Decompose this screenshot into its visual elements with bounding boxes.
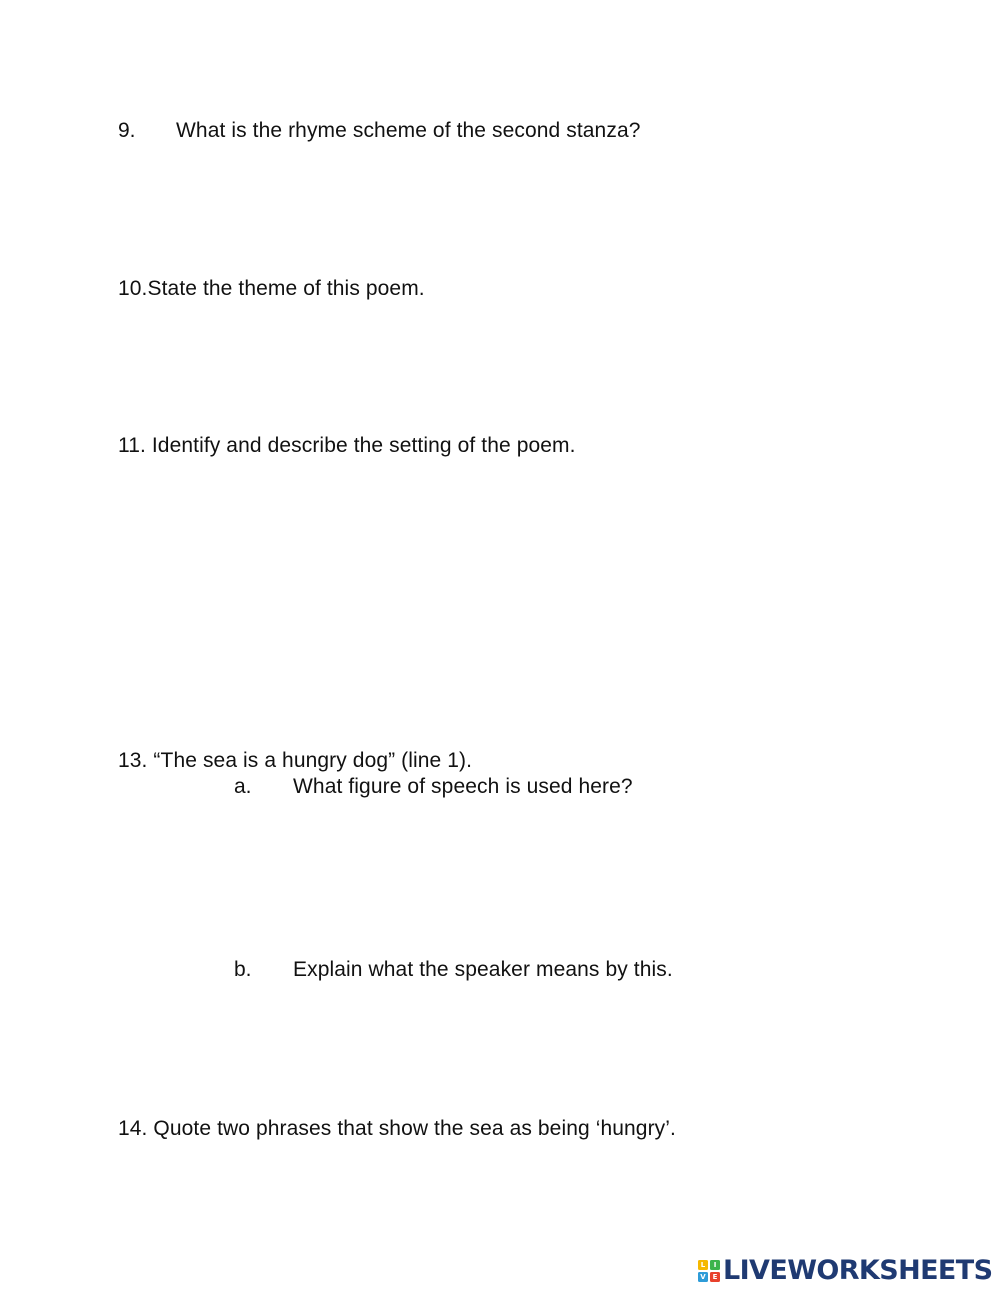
question-10-text: 10.State the theme of this poem. <box>118 277 425 300</box>
question-9-text: What is the rhyme scheme of the second stanza? <box>176 119 641 142</box>
logo-block-v: V <box>698 1272 708 1282</box>
question-14-text: 14. Quote two phrases that show the sea as being ‘hungry’. <box>118 1117 676 1140</box>
question-11-text: 11. Identify and describe the setting of the poem. <box>118 434 576 457</box>
logo-blocks-icon <box>698 1260 720 1282</box>
question-13b-text: Explain what the speaker means by this. <box>293 958 673 981</box>
question-9-number: 9. <box>118 119 136 142</box>
question-13a-label: a. <box>234 775 252 798</box>
liveworksheets-logo <box>698 1255 992 1287</box>
logo-block-i: I <box>710 1260 720 1270</box>
logo-text: LIVEWORKSHEETS <box>723 1255 993 1286</box>
logo-block-l: L <box>698 1260 708 1270</box>
logo-block-e: E <box>710 1272 720 1282</box>
question-13a-text: What figure of speech is used here? <box>293 775 633 798</box>
question-13-text: 13. “The sea is a hungry dog” (line 1). <box>118 749 473 772</box>
question-13b-label: b. <box>234 958 252 981</box>
